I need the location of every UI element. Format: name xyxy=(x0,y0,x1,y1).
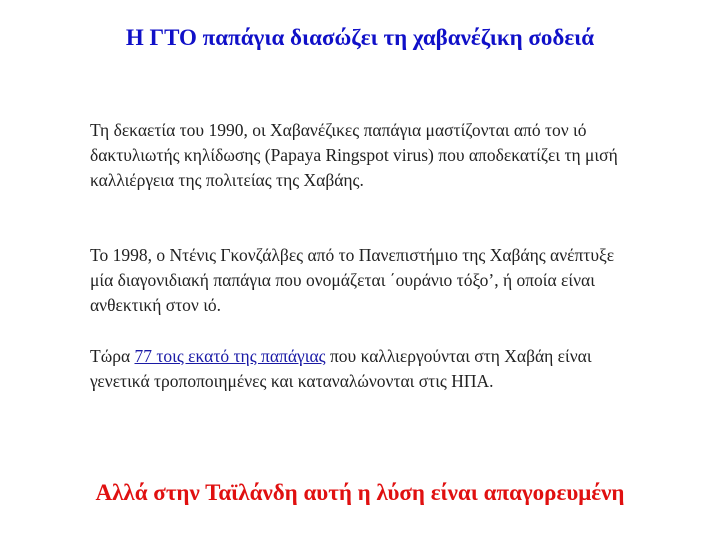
thailand-ban-statement: Αλλά στην Ταϊλάνδη αυτή η λύση είναι απαγορευμένη xyxy=(95,480,625,505)
slide-title: Η ΓΤΟ παπάγια διασώζει τη χαβανέζικη σοδειά xyxy=(125,25,595,50)
paragraph-1990s-virus: Τη δεκαετία του 1990, οι Χαβανέζικες παπάγια μαστίζονται από τον ιό δακτυλιωτής κηλίδωσης (Papaya Ringspot virus) που αποδεκατίζει τη μισή καλλιέργεια της πολιτείας της Χαβάης. xyxy=(90,120,618,190)
paragraph-3-suffix: που καλλιεργούνται στη Χαβάη είναι γενετικά τροποποιημένες και καταναλώνονται στις ΗΠΑ. xyxy=(90,346,592,391)
papaya-percentage-link[interactable]: 77 τοις εκατό της παπάγιας xyxy=(134,346,326,366)
paragraph-1998-rainbow-papaya: Το 1998, ο Ντένις Γκονζάλβες από το Πανεπιστήμιο της Χαβάης ανέπτυξε μία διαγονιδιακή παπάγια που ονομάζεται ΄ουράνιο τόξο’, ή οποία είναι ανθεκτική στον ιό. xyxy=(90,245,615,315)
paragraph-3-prefix: Τώρα xyxy=(90,346,135,366)
paragraph-current-gm-share xyxy=(90,344,630,394)
